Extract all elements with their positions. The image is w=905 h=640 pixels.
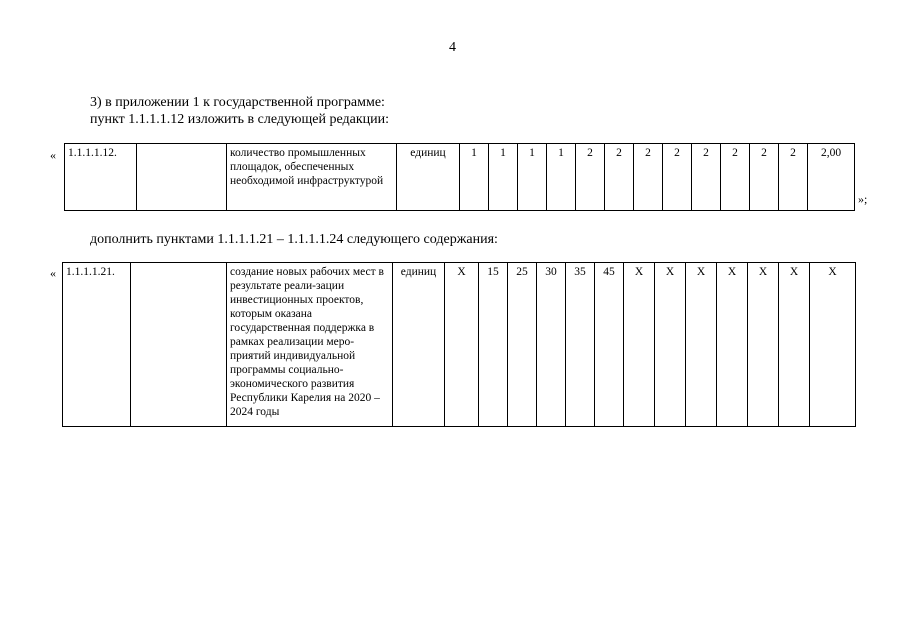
table1-value-cell: 1 <box>547 144 576 211</box>
table-row <box>63 263 856 427</box>
table1-value-cell: 2 <box>576 144 605 211</box>
table2-description-cell: создание новых рабочих мест в результате реали-зации инвестиционных проектов, которым оказана государственная поддержка в рамках реализации меро-приятий индивидуальной программы социально-экономического развития Республики Карелия на 2020 – 2024 годы <box>227 263 393 427</box>
table1-value-cell: 2 <box>779 144 808 211</box>
table-row <box>65 144 855 211</box>
table2-unit-cell: единиц <box>393 263 445 427</box>
table2-value-cell: 35 <box>566 263 595 427</box>
table2-value-cell: X <box>748 263 779 427</box>
table1-value-cell: 2,00 <box>808 144 855 211</box>
table1-close-quote: »; <box>858 192 868 206</box>
page-number: 4 <box>449 40 456 55</box>
table1-value-cell: 2 <box>721 144 750 211</box>
table1-value-cell: 1 <box>518 144 547 211</box>
table1-description-cell: количество промышленных площадок, обеспеченных необходимой инфраструктурой <box>227 144 397 211</box>
table1-value-cell: 2 <box>750 144 779 211</box>
table2-value-cell: X <box>779 263 810 427</box>
table1 <box>64 143 855 211</box>
table2-open-quote: « <box>50 266 56 280</box>
intro-line-1: 3) в приложении 1 к государственной программе: <box>90 95 385 110</box>
supplement-line: дополнить пунктами 1.1.1.1.21 – 1.1.1.1.24 следующего содержания: <box>90 232 498 247</box>
table1-open-quote: « <box>50 148 56 162</box>
table2-blank-cell <box>131 263 227 427</box>
intro-line-2: пункт 1.1.1.1.12 изложить в следующей редакции: <box>90 112 389 127</box>
table2-value-cell: X <box>717 263 748 427</box>
table2-value-cell: 25 <box>508 263 537 427</box>
table1-value-cell: 2 <box>692 144 721 211</box>
table1-value-cell: 2 <box>663 144 692 211</box>
table1-value-cell: 2 <box>634 144 663 211</box>
table1-value-cell: 2 <box>605 144 634 211</box>
table1-blank-cell <box>137 144 227 211</box>
table2-value-cell: X <box>810 263 856 427</box>
table2-value-cell: X <box>445 263 479 427</box>
table2-value-cell: X <box>624 263 655 427</box>
table2-value-cell: 30 <box>537 263 566 427</box>
table1-code-cell: 1.1.1.1.12. <box>65 144 137 211</box>
table2-value-cell: 15 <box>479 263 508 427</box>
table2-value-cell: 45 <box>595 263 624 427</box>
table1-unit-cell: единиц <box>397 144 460 211</box>
table1-value-cell: 1 <box>489 144 518 211</box>
table2-value-cell: X <box>686 263 717 427</box>
table2 <box>62 262 856 427</box>
table2-code-cell: 1.1.1.1.21. <box>63 263 131 427</box>
table2-value-cell: X <box>655 263 686 427</box>
table1-value-cell: 1 <box>460 144 489 211</box>
